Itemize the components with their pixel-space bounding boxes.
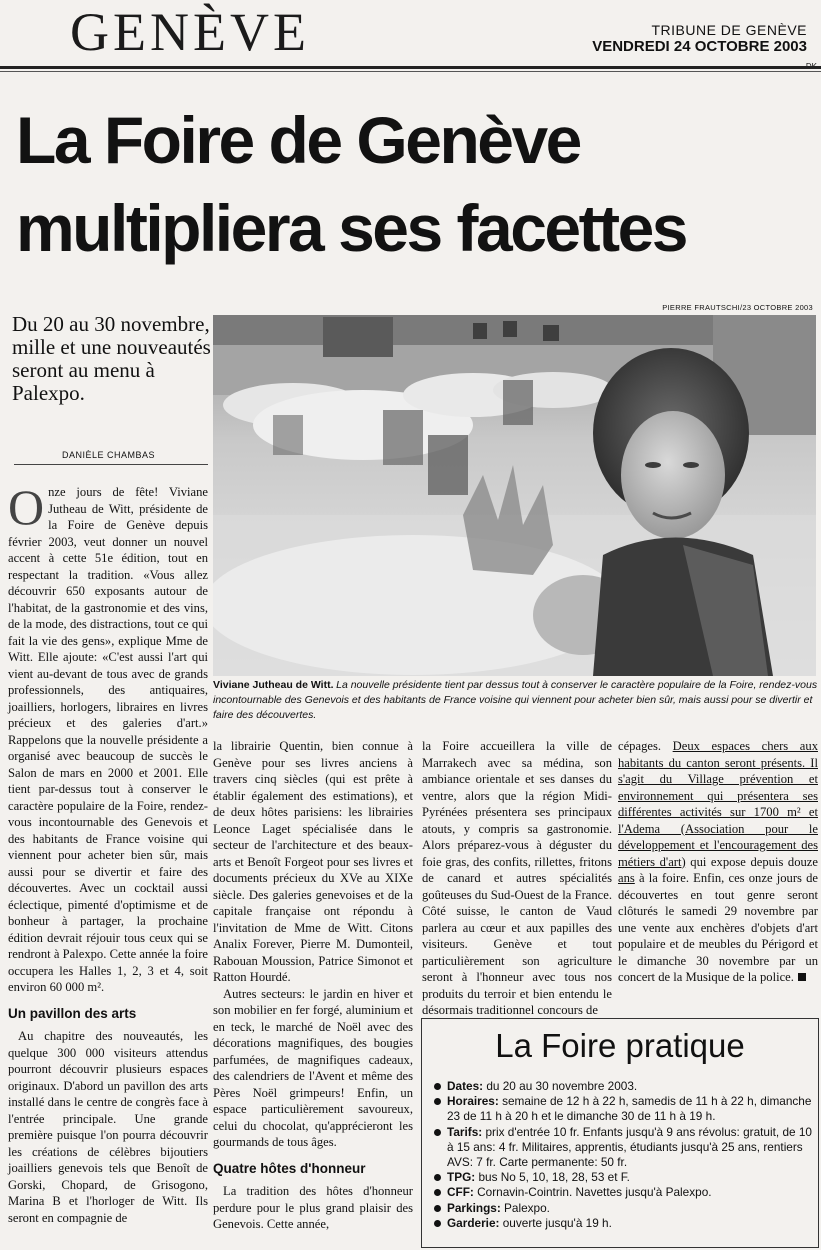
info-value: ouverte jusqu'à 19 h.	[502, 1215, 612, 1230]
info-item-horaires	[434, 1094, 814, 1124]
info-key: TPG:	[447, 1170, 476, 1185]
article-column-3	[422, 738, 612, 1019]
article-column-2	[213, 738, 413, 1233]
subheading-hotes: Quatre hôtes d'honneur	[213, 1160, 366, 1176]
info-key: Garderie:	[447, 1215, 500, 1230]
drop-cap: O	[8, 479, 45, 535]
text-underlined-ans: ans	[618, 871, 635, 885]
article-photo	[213, 315, 816, 676]
paragraph-pavillon: Au chapitre des nouveautés, les quelque 300 000 visiteurs attendus pourront découvrir plusieurs espaces originaux. D'abord un pavillon des arts installé dans le centre de congrès face à l'entrée principale. Une grande première puisque l'on pourra découvrir les créations de célèbres bijoutiers joailliers genevois tels que Benoît de Gorski, Chopard, de Grisogono, Marina B et l'horloger de Witt. Ils seront en compagnie de	[8, 1029, 208, 1225]
byline: DANIÈLE CHAMBAS	[62, 450, 156, 460]
info-key: CFF:	[447, 1185, 474, 1200]
headline: La Foire de Genève multipliera ses facettes	[16, 103, 686, 265]
info-item-tarifs	[434, 1125, 814, 1171]
info-item-parkings	[434, 1201, 814, 1216]
byline-rule	[14, 464, 208, 465]
end-mark-icon	[798, 973, 806, 981]
info-item-cff	[434, 1185, 814, 1200]
text-expose: qui expose depuis douze	[690, 854, 818, 869]
info-key: Dates:	[447, 1079, 484, 1093]
info-key: Parkings:	[447, 1200, 501, 1215]
text-underlined-espaces: Deux espaces chers aux habitants du canton seront présents. Il s'agit du Village prévention et environnement qui présentera ses différentes activités sur 1700 m² et l'Adema (Association pour le développement et l'encouragement des métiers d'art)	[618, 739, 818, 869]
photo-caption	[213, 678, 819, 723]
info-key: Tarifs:	[447, 1124, 483, 1139]
paragraph-intro: nze jours de fête! Viviane Jutheau de Witt, présidente de la Foire de Genève depuis février 2003, veut donner un nouvel accent à cette 51e édition, tout en respectant la tradition. «Vous allez découvrir 650 exposants autour de l'habitat, de la gastronomie et des vins, de la mode, des distractions, tout ce qui fait la vie des gens», explique Mme de Witt. Elle ajoute: «C'est aussi l'art qui vient au-devant de tous avec de grands professionnels, des antiquaires, joailliers, horlogers, libraires en livres précieux et des galeries d'art.» Rappelons que la nouvelle présidente a organisé avec beaucoup de succès le Salon de mars en 2000 et 2001. Elle tient par-dessus tout à conserver le caractère populaire de la Foire, rendez-vous incontournable des Genevois et des habitants de France voisine qui viennent pour acheter bien sûr, mais aussi pour se divertir et faire des découvertes. Avec un cocktail aussi éclectique, pimenté d'optimisme et de bonheur à partager, la prochaine édition devrait réjouir tous ceux qui se rendront à Palexpo. Cette année la foire occupera les Halles 1, 2, 3 et 4, soit environ 60 000 m².	[8, 485, 208, 994]
section-title: GENÈVE	[70, 2, 310, 62]
article-column-1	[8, 479, 208, 1226]
header-rule	[0, 66, 821, 69]
text-cepages: cépages.	[618, 739, 662, 753]
info-value: Palexpo.	[504, 1200, 550, 1215]
caption-text: La nouvelle présidente tient par dessus tout à conserver le caractère populaire de la Foire, rendez-vous incontournable des Genevois et des habitants de France voisine qui viennent pour acheter bien sûr, mais aussi pour se divertir et faire des découvertes.	[213, 679, 818, 721]
info-value: prix d'entrée 10 fr. Enfants jusqu'à 9 ans révolus: gratuit, de 10 à 15 ans: 4 fr. Militaires, apprentis, étudiants jusqu'à 25 ans, rentiers AVS: 7 fr. Carte permanente: 50 fr.	[447, 1124, 812, 1170]
info-value: bus No 5, 10, 18, 28, 53 et F.	[478, 1170, 630, 1185]
photo-credit: PIERRE FRAUTSCHI/23 OCTOBRE 2003	[662, 303, 813, 312]
photo-illustration	[213, 315, 816, 676]
info-item-dates	[434, 1079, 814, 1094]
info-box	[421, 1018, 819, 1248]
article-deck: Du 20 au 30 novembre, mille et une nouveautés seront au menu à Palexpo.	[12, 312, 211, 405]
info-value: du 20 au 30 novembre 2003.	[486, 1079, 638, 1093]
header-rule-thin	[0, 71, 821, 72]
info-key: Horaires:	[447, 1094, 499, 1109]
paragraph-secteurs: Autres secteurs: le jardin en hiver et son mobilier en fer forgé, aluminium et en teck, le marché de Noël avec des décorations magnifiques, des bougies parfumées, de magnifiques cadeaux, des calendriers de l'Avent et même des Pères Noël grimpeurs! Enfin, un espace particulièrement savoureux, celui du chocolat, qu'apprécieront les gourmands de tous âges.	[213, 986, 413, 1149]
text-cloture: à la foire. Enfin, ces onze jours de découvertes en tout genre seront clôturés le samedi 29 novembre par une vente aux enchères d'objets d'art populaire et de meubles du Périgord et le dimanche 30 novembre par un concert de la Musique de la police.	[618, 871, 818, 984]
info-box-title: La Foire pratique	[495, 1027, 745, 1064]
paragraph-espaces	[618, 738, 818, 986]
info-value: Cornavin-Cointrin. Navettes jusqu'à Palexpo.	[477, 1185, 712, 1200]
paragraph-marrakech: la Foire accueillera la ville de Marrakech avec sa médina, son ambiance orientale et ses danses du ventre, alors que la région Midi-Pyrénées présentera ses principaux atouts, y compris sa gastronomie. Alors préparez-vous à déguster du foie gras, des confits, rillettes, fritons de canard et autres spécialités goûteuses du Sud-Ouest de la France. Côté suisse, le canton de Vaud parlera au cœur et aux papilles des visiteurs. Genève et tout particulièrement son agriculture seront à l'honneur avec tous nos produits du terroir et bien entendu le désormais traditionnel concours de	[422, 739, 612, 1017]
article-column-4	[618, 738, 818, 986]
caption-name: Viviane Jutheau de Witt.	[213, 679, 334, 691]
publication-date: VENDREDI 24 OCTOBRE 2003	[592, 38, 807, 55]
newspaper-name: TRIBUNE DE GENÈVE	[651, 22, 807, 38]
info-value: semaine de 12 h à 22 h, samedis de 11 h à 22 h, dimanche 23 de 11 h à 20 h et le dimanche 30 de 11 h à 19 h.	[447, 1094, 812, 1124]
paragraph-librairie: la librairie Quentin, bien connue à Genève pour ses livres anciens à travers cinq siècles (qui est prête à établir également des estimations), et de deux hôtes parisiens: les librairies Leonce Laget spécialisée dans le secteur de l'architecture et des beaux-arts et Benoît Forgeot pour ses livres et documents précieux du XVe au XIXe siècle. Des galeries genevoises et de la capitale française ont répondu à l'invitation de Mme de Witt. Citons Analix Forever, Pierre M. Dumonteil, Rabouan Moussion, Patrice Simonot et Ratton Hourdé.	[213, 739, 413, 984]
subheading-pavillon: Un pavillon des arts	[8, 1005, 137, 1021]
paragraph-hotes: La tradition des hôtes d'honneur perdure pour le plus grand plaisir des Genevois. Cette année,	[213, 1184, 413, 1231]
info-box-list	[434, 1079, 814, 1231]
info-item-tpg	[434, 1170, 814, 1185]
info-item-garderie	[434, 1216, 814, 1231]
